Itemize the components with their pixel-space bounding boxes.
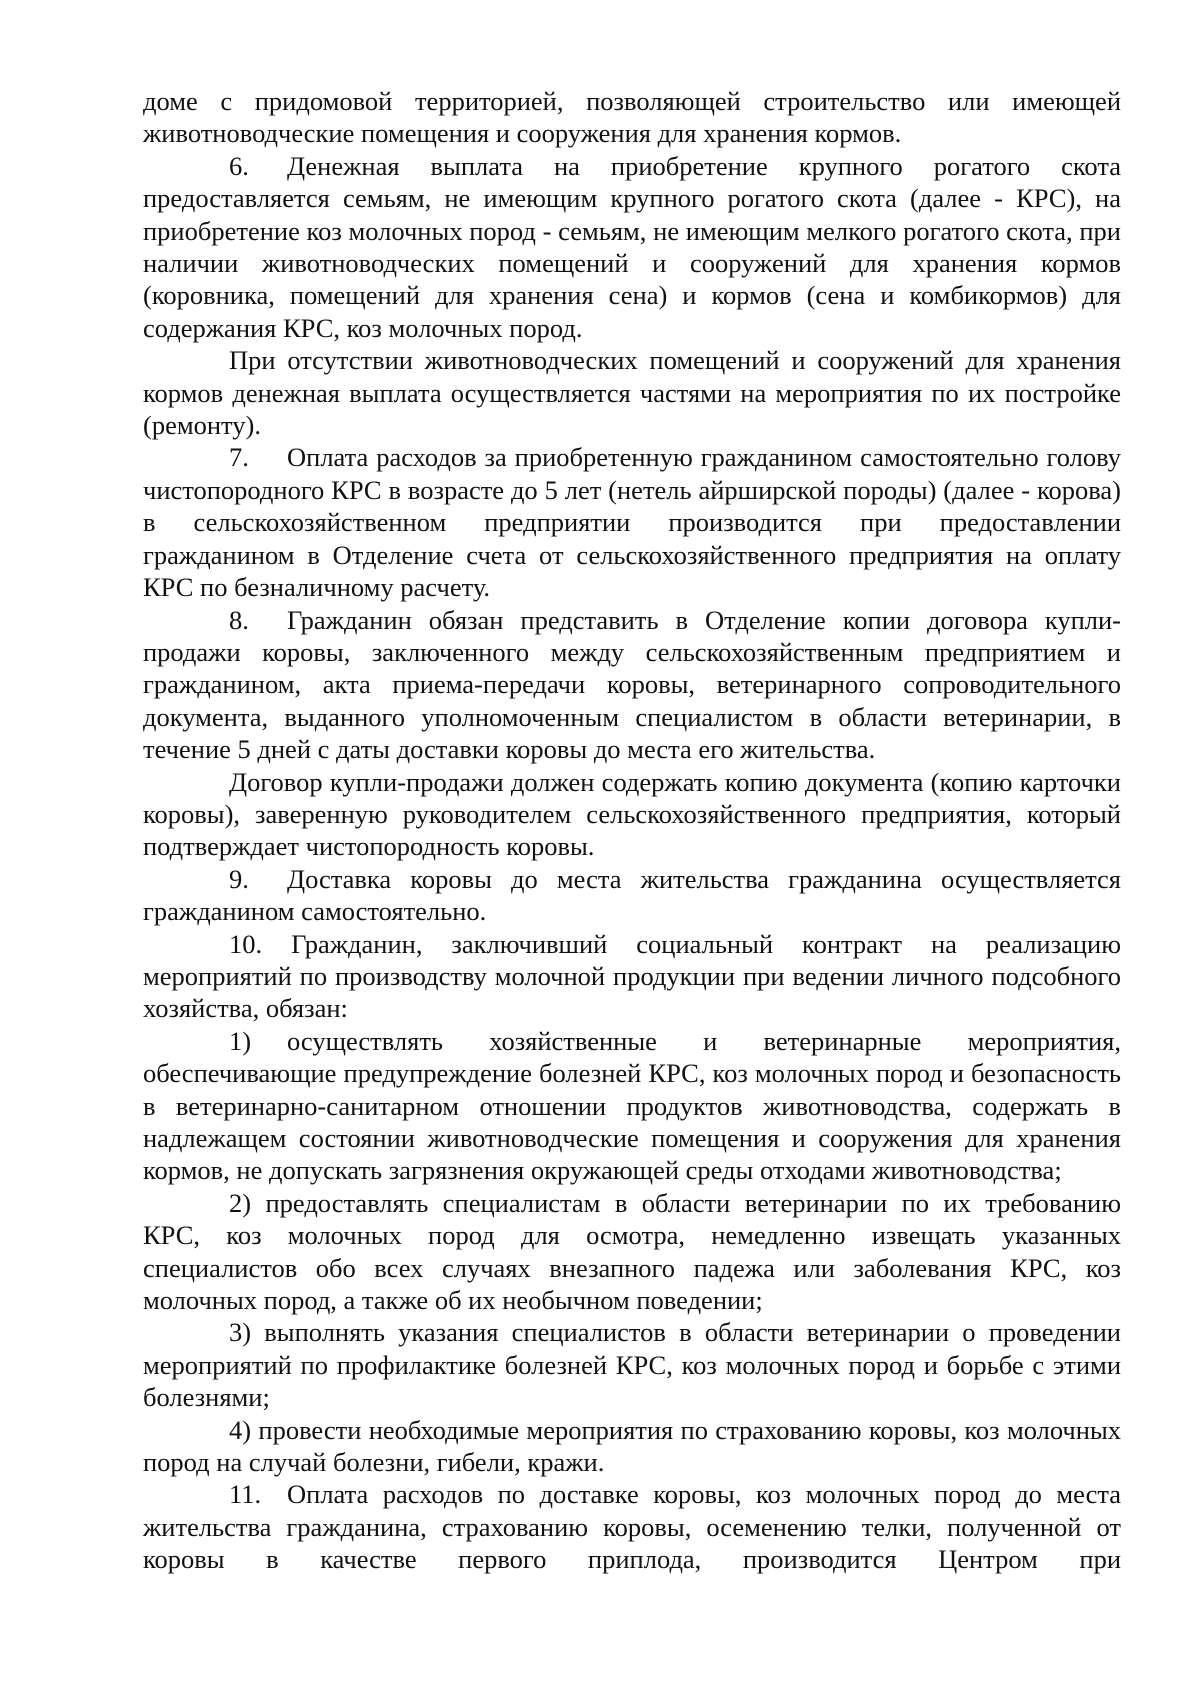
paragraph-text: 10. Гражданин, заключивший социальный контракт на реализацию мероприятий по производству молочной продукции при ведении личного подсобного хозяйства, обязан: (143, 928, 1121, 1024)
paragraph-10-item-1 (143, 1025, 1121, 1187)
paragraph-text: осуществлять хозяйственные и ветеринарные мероприятия, обеспечивающие предупреждение болезней КРС, коз молочных пород и безопасность в ветеринарно-санитарном отношении продуктов животноводства, содержать в надлежащем состоянии животноводческие помещения и сооружения для хранения кормов, не допускать загрязнения окружающей среды отходами животноводства; (143, 1025, 1121, 1186)
paragraph-6 (143, 150, 1121, 344)
paragraph-text: Гражданин обязан представить в Отделение копии договора купли-продажи коровы, заключенного между сельскохозяйственным предприятием и гражданином, акта приема-передачи коровы, ветеринарного сопроводительного документа, выданного уполномоченным специалистом в области ветеринарии, в течение 5 дней с даты доставки коровы до места его жительства. (143, 604, 1121, 765)
paragraph-number: 11. (229, 1479, 262, 1510)
paragraph-number: 1) (229, 1025, 252, 1056)
paragraph-7 (143, 441, 1121, 603)
paragraph-text: Доставка коровы до места жительства гражданина осуществляется гражданином самостоятельно. (143, 863, 1121, 927)
paragraph-text: Договор купли-продажи должен содержать копию документа (копию карточки коровы), заверенную руководителем сельскохозяйственного предприятия, который подтверждает чистопородность коровы. (143, 766, 1121, 862)
paragraph-text: 4) провести необходимые мероприятия по страхованию коровы, коз молочных пород на случай болезни, гибели, кражи. (143, 1414, 1121, 1478)
paragraph-10 (143, 928, 1121, 1025)
paragraph-text: Оплата расходов за приобретенную гражданином самостоятельно голову чистопородного КРС в возрасте до 5 лет (нетель айрширской породы) (далее - корова) в сельскохозяйственном предприятии производится при предоставлении гражданином в Отделение счета от сельскохозяйственного предприятия на оплату КРС по безналичному расчету. (143, 442, 1121, 603)
paragraph-9 (143, 863, 1121, 928)
paragraph-text: доме с придомовой территорией, позволяющей строительство или имеющей животноводческие помещения и сооружения для хранения кормов. (143, 86, 1121, 149)
paragraph-text: При отсутствии животноводческих помещений и сооружений для хранения кормов денежная выплата осуществляется частями на мероприятия по их постройке (ремонту). (143, 345, 1121, 441)
paragraph-10-item-4 (143, 1414, 1121, 1479)
paragraph-number: 8. (229, 604, 249, 635)
paragraph-11 (143, 1478, 1121, 1575)
paragraph-text: Денежная выплата на приобретение крупного рогатого скота предоставляется семьям, не имеющим крупного рогатого скота (далее - КРС), на приобретение коз молочных пород - семьям, не имеющим мелкого рогатого скота, при наличии животноводческих помещений и сооружений для хранения кормов (коровника, помещений для хранения сена) и кормов (сена и комбикормов) для содержания КРС, коз молочных пород. (143, 150, 1121, 343)
paragraph-10-item-3 (143, 1316, 1121, 1413)
paragraph-text: 2) предоставлять специалистам в области ветеринарии по их требованию КРС, коз молочных пород для осмотра, немедленно извещать указанных специалистов обо всех случаях внезапного падежа или заболевания КРС, коз молочных пород, а также об их необычном поведении; (143, 1187, 1121, 1316)
paragraph-8-note (143, 766, 1121, 863)
paragraph-number: 6. (229, 150, 249, 181)
document-body (143, 85, 1121, 1576)
paragraph-10-item-2 (143, 1187, 1121, 1317)
paragraph-8 (143, 604, 1121, 766)
paragraph-6-note (143, 344, 1121, 441)
paragraph-number: 7. (229, 442, 249, 473)
paragraph-continuation (143, 85, 1121, 150)
paragraph-number: 9. (229, 863, 249, 894)
paragraph-text: Оплата расходов по доставке коровы, коз молочных пород до места жительства гражданина, страхованию коровы, осеменению телки, полученной от коровы в качестве первого приплода, производится Центром при (143, 1479, 1121, 1575)
paragraph-text: 3) выполнять указания специалистов в области ветеринарии о проведении мероприятий по профилактике болезней КРС, коз молочных пород и борьбе с этими болезнями; (143, 1317, 1121, 1413)
